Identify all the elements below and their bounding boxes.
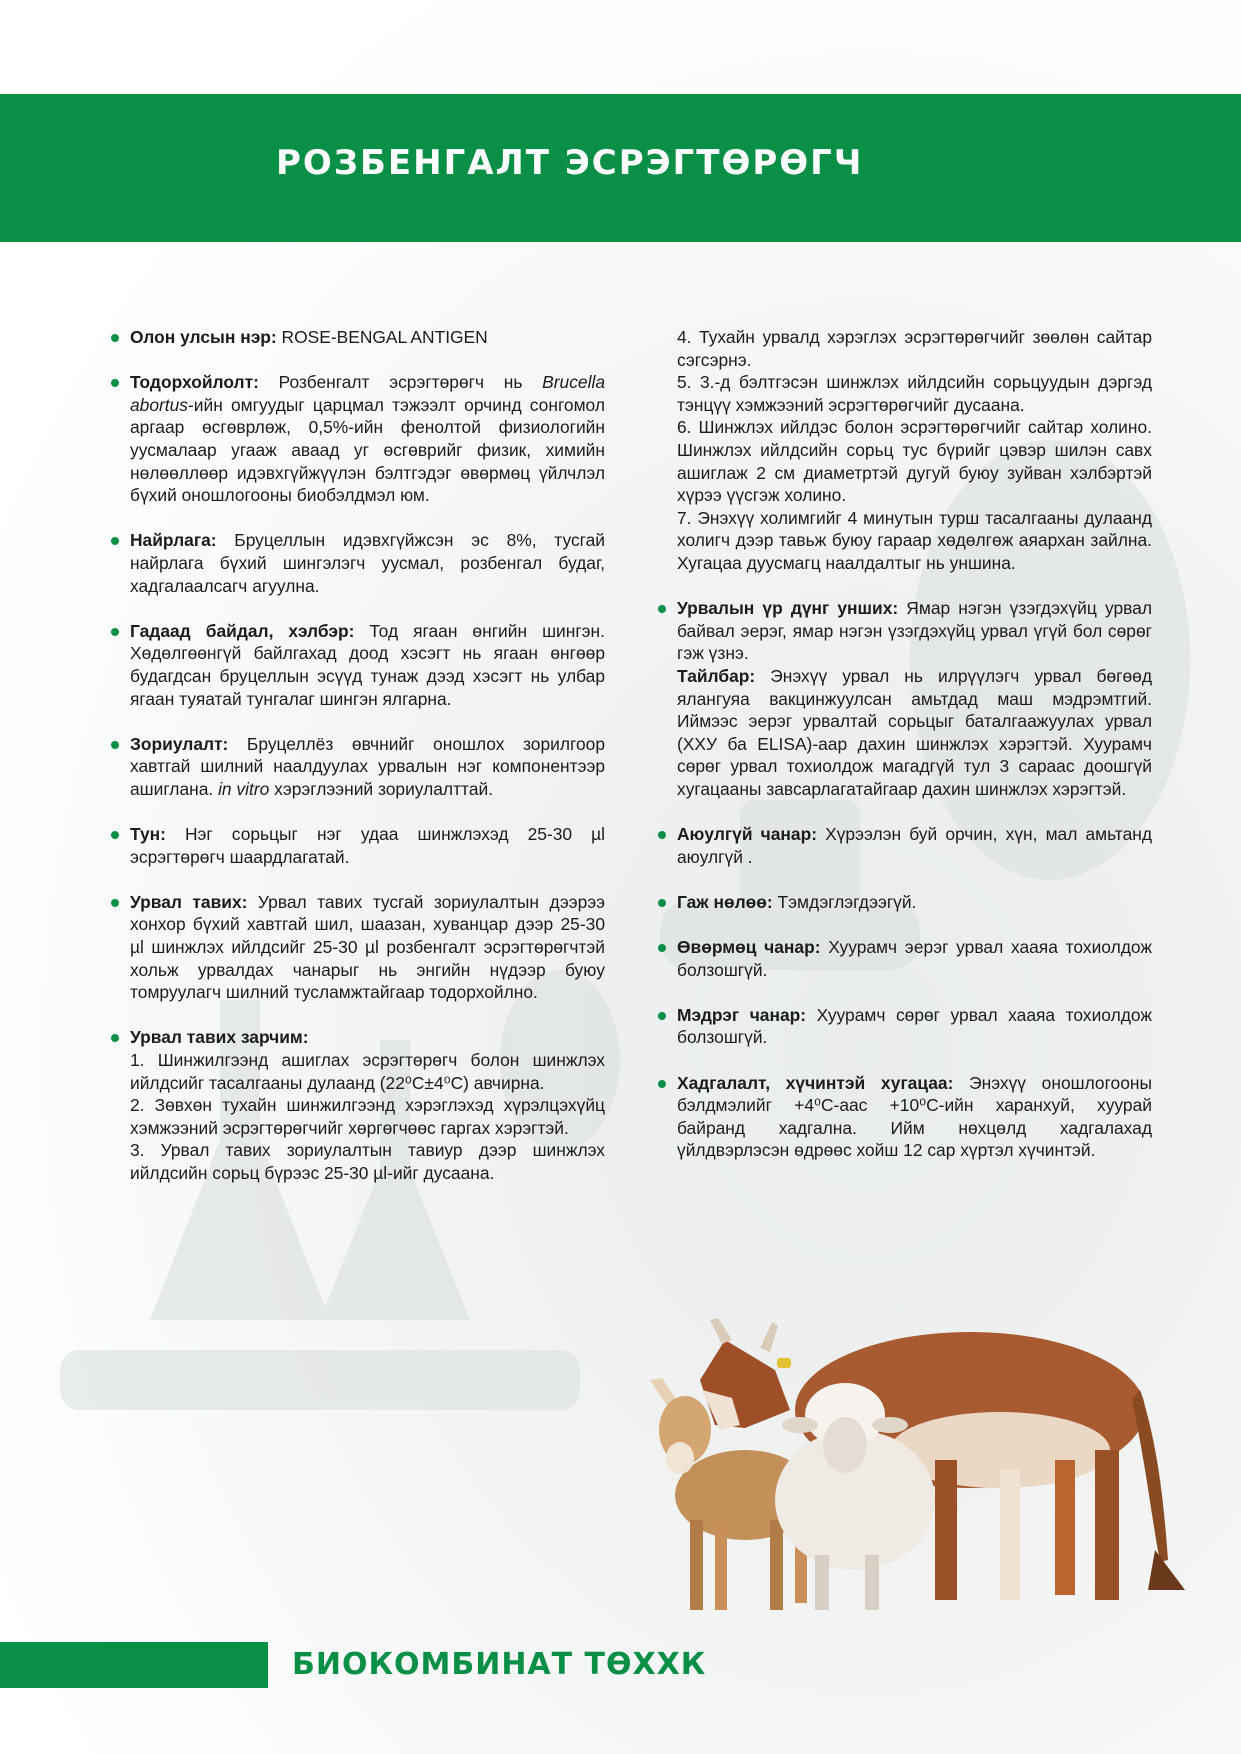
left-column: [130, 326, 605, 1207]
definition-text-2: -ийн омгуудыг царцмал тэжээлт орчинд сонгомол аргаар өсгөврлөж, 0,5%-ийн фенолтой физиологийн уусмалаар угааж аваад уг өсгөврийг физик, химийн нөлөөллөөр идэвхгүйжүүлэн бэлтгэдэг өвөрмөц үйлчлэл бүхий оношлогооны биобэлдмэл юм.: [130, 394, 605, 506]
side-effect-label: Гаж нөлөө:: [677, 891, 773, 912]
procedure-item: [130, 1026, 605, 1184]
definition-italic: Brucella abortus: [130, 372, 605, 415]
dose-text: Нэг сорьцыг нэг удаа шинжлэхэд 25-30 µl эсрэгтөрөгч шаардлагатай.: [130, 824, 605, 867]
purpose-italic: in vitro: [218, 778, 270, 799]
procedure-step: 2. Зөвхөн тухайн шинжилгээнд хэрэглэхэд хүрэлцэхүйц хэмжээний эсрэгтөрөгчийг хөргөгчөөс гаргах хэрэгтэй.: [130, 1095, 605, 1138]
intl-name-label: Олон улсын нэр:: [130, 327, 277, 347]
reaction-label: Урвал тавих:: [130, 891, 248, 912]
reading-item: [677, 597, 1152, 800]
purpose-item: [130, 733, 605, 801]
composition-item: [130, 529, 605, 597]
appearance-item: [130, 620, 605, 710]
reading-text: Ямар нэгэн үзэгдэхүйц урвал байвал эерэг, ямар нэгэн үзэгдэхүйц урвал үгүй бол сөрөг гэж үзнэ.: [677, 598, 1152, 664]
definition-item: [130, 371, 605, 507]
specificity-item: [677, 936, 1152, 981]
purpose-text-1: Бруцеллёз өвчнийг оношлох зорилгоор хавтгай шилний наалдуулах урвалын нэг компонентээр ашиглана.: [130, 733, 605, 799]
right-column: [677, 326, 1152, 1185]
note-text: Энэхүү урвал нь илрүүлэгч урвал бөгөөд ялангуяа вакцинжуулсан амьтдад маш мэдрэмтгий. Иймээс эерэг урвалтай сорьцыг баталгаажуулах урвал (ХХУ ба ELISA)-аар дахин шинжлэх хэрэгтэй. Хуурамч сөрөг урвал тохиолдож магадгүй тул 3 сараас доошгүй хугацааны завсарлагатайгаар дахин шинжлэх хэрэгтэй.: [677, 665, 1152, 799]
procedure-step: 4. Тухайн урвалд хэрэглэх эсрэгтөрөгчийг зөөлөн сайтар сэгсэрнэ.: [677, 327, 1152, 370]
storage-text: Энэхүү оношлогооны бэлдмэлийг +4⁰С-аас +10⁰С-ийн харанхуй, хуурай байранд хадгална. Ийм нөхцөлд хадгалахад үйлдвэрлэсэн өдрөөс хойш 12 сар хүртэл хүчинтэй.: [677, 1072, 1153, 1161]
specificity-text: Хуурамч эерэг урвал хааяа тохиолдож болзошгүй.: [677, 937, 1152, 980]
side-effect-item: [677, 891, 1152, 914]
procedure-label: Урвал тавих зарчим:: [130, 1027, 309, 1048]
side-effect-text: Тэмдэглэгдээгүй.: [772, 891, 917, 912]
safety-label: Аюулгүй чанар:: [677, 824, 817, 845]
procedure-step: 6. Шинжлэх ийлдэс болон эсрэгтөрөгчийг сайтар холино. Шинжлэх ийлдсийн сорьц тус бүрийг цэвэр шилэн савх ашиглаж 2 см диаметртэй дугуй буюу зуйван хэлбэртэй хүрээ үүсгэж холино.: [677, 417, 1152, 506]
composition-label: Найрлага:: [130, 530, 217, 551]
storage-item: [677, 1072, 1152, 1162]
safety-text: Хүрээлэн буй орчин, хүн, мал амьтанд аюулгүй .: [677, 824, 1152, 867]
footer-band: [0, 1642, 268, 1688]
procedure-continued: [677, 326, 1152, 575]
sensitivity-text: Хуурамч сөрөг урвал хааяа тохиолдож болзошгүй.: [677, 1004, 1152, 1048]
sensitivity-label: Мэдрэг чанар:: [677, 1004, 807, 1025]
purpose-text-2: хэрэглээний зориулалттай.: [269, 778, 494, 799]
note-label: Тайлбар:: [677, 665, 756, 686]
intl-name-item: [130, 326, 605, 349]
procedure-step: 5. 3.-д бэлтгэсэн шинжлэх ийлдсийн сорьцуудын дэргэд тэнцүү хэмжээний эсрэгтөрөгчийг дусаана.: [677, 372, 1152, 415]
page-title: РОЗБЕНГАЛТ ЭСРЭГТӨРӨГЧ: [276, 143, 864, 183]
definition-label: Тодорхойлолт:: [130, 372, 259, 393]
reaction-item: [130, 891, 605, 1004]
procedure-step: 1. Шинжилгээнд ашиглах эсрэгтөрөгч болон шинжлэх ийлдсийг тасалгааны дулаанд (22⁰С±4⁰С) авчирна.: [130, 1050, 605, 1093]
sensitivity-item: [677, 1004, 1152, 1049]
composition-text: Бруцеллын идэвхгүйжсэн эс 8%, тусгай найрлага бүхий шингэлэгч уусмал, розбенгал будаг, хадгалаалсагч агуулна.: [130, 530, 605, 596]
intl-name-text: ROSE-BENGAL ANTIGEN: [276, 327, 488, 347]
reaction-text: Урвал тавих тусгай зориулалтын дээрээ хонхор бүхий хавтгай шил, шаазан, хуванцар дээр 25-30 µl шинжлэх ийлдсийг 25-30 µl розбенгалт эсрэгтөрөгчтэй хольж урвалдах чанарыг нь энгийн нүдээр буюу томруулагч шилний тусламжтайгаар тодорхойлно.: [130, 891, 605, 1003]
company-name: БИОКОМБИНАТ ТӨХХК: [292, 1647, 707, 1682]
procedure-step: 3. Урвал тавих зориулалтын тавиур дээр шинжлэх ийлдсийн сорьц бүрээс 25-30 µl-ийг дусаана.: [130, 1140, 605, 1183]
safety-item: [677, 823, 1152, 868]
appearance-text: Тод ягаан өнгийн шингэн. Хөдөлгөөнгүй байлгахад доод хэсэгт нь ягаан өнгөөр будагдсан бруцеллын эсүүд тунаж дээд хэсэгт нь улбар ягаан туяатай тунгалаг шингэн ялгарна.: [130, 620, 605, 709]
dose-label: Тун:: [130, 824, 166, 845]
definition-text-1: Розбенгалт эсрэгтөрөгч нь: [258, 372, 543, 393]
purpose-label: Зориулалт:: [130, 733, 229, 754]
procedure-step: 7. Энэхүү холимгийг 4 минутын турш тасалгааны дулаанд холигч дээр тавьж буюу гараар хөдөлгөж аяархан зайлна. Хугацаа дуусмагц наалдалтыг нь уншина.: [677, 507, 1152, 573]
reading-label: Урвалын үр дүнг унших:: [677, 598, 899, 619]
dose-item: [130, 823, 605, 868]
specificity-label: Өвөрмөц чанар:: [677, 937, 821, 958]
appearance-label: Гадаад байдал, хэлбэр:: [130, 620, 355, 641]
livestock-illustration: [640, 1260, 1200, 1620]
storage-label: Хадгалалт, хүчинтэй хугацаа:: [677, 1072, 954, 1093]
